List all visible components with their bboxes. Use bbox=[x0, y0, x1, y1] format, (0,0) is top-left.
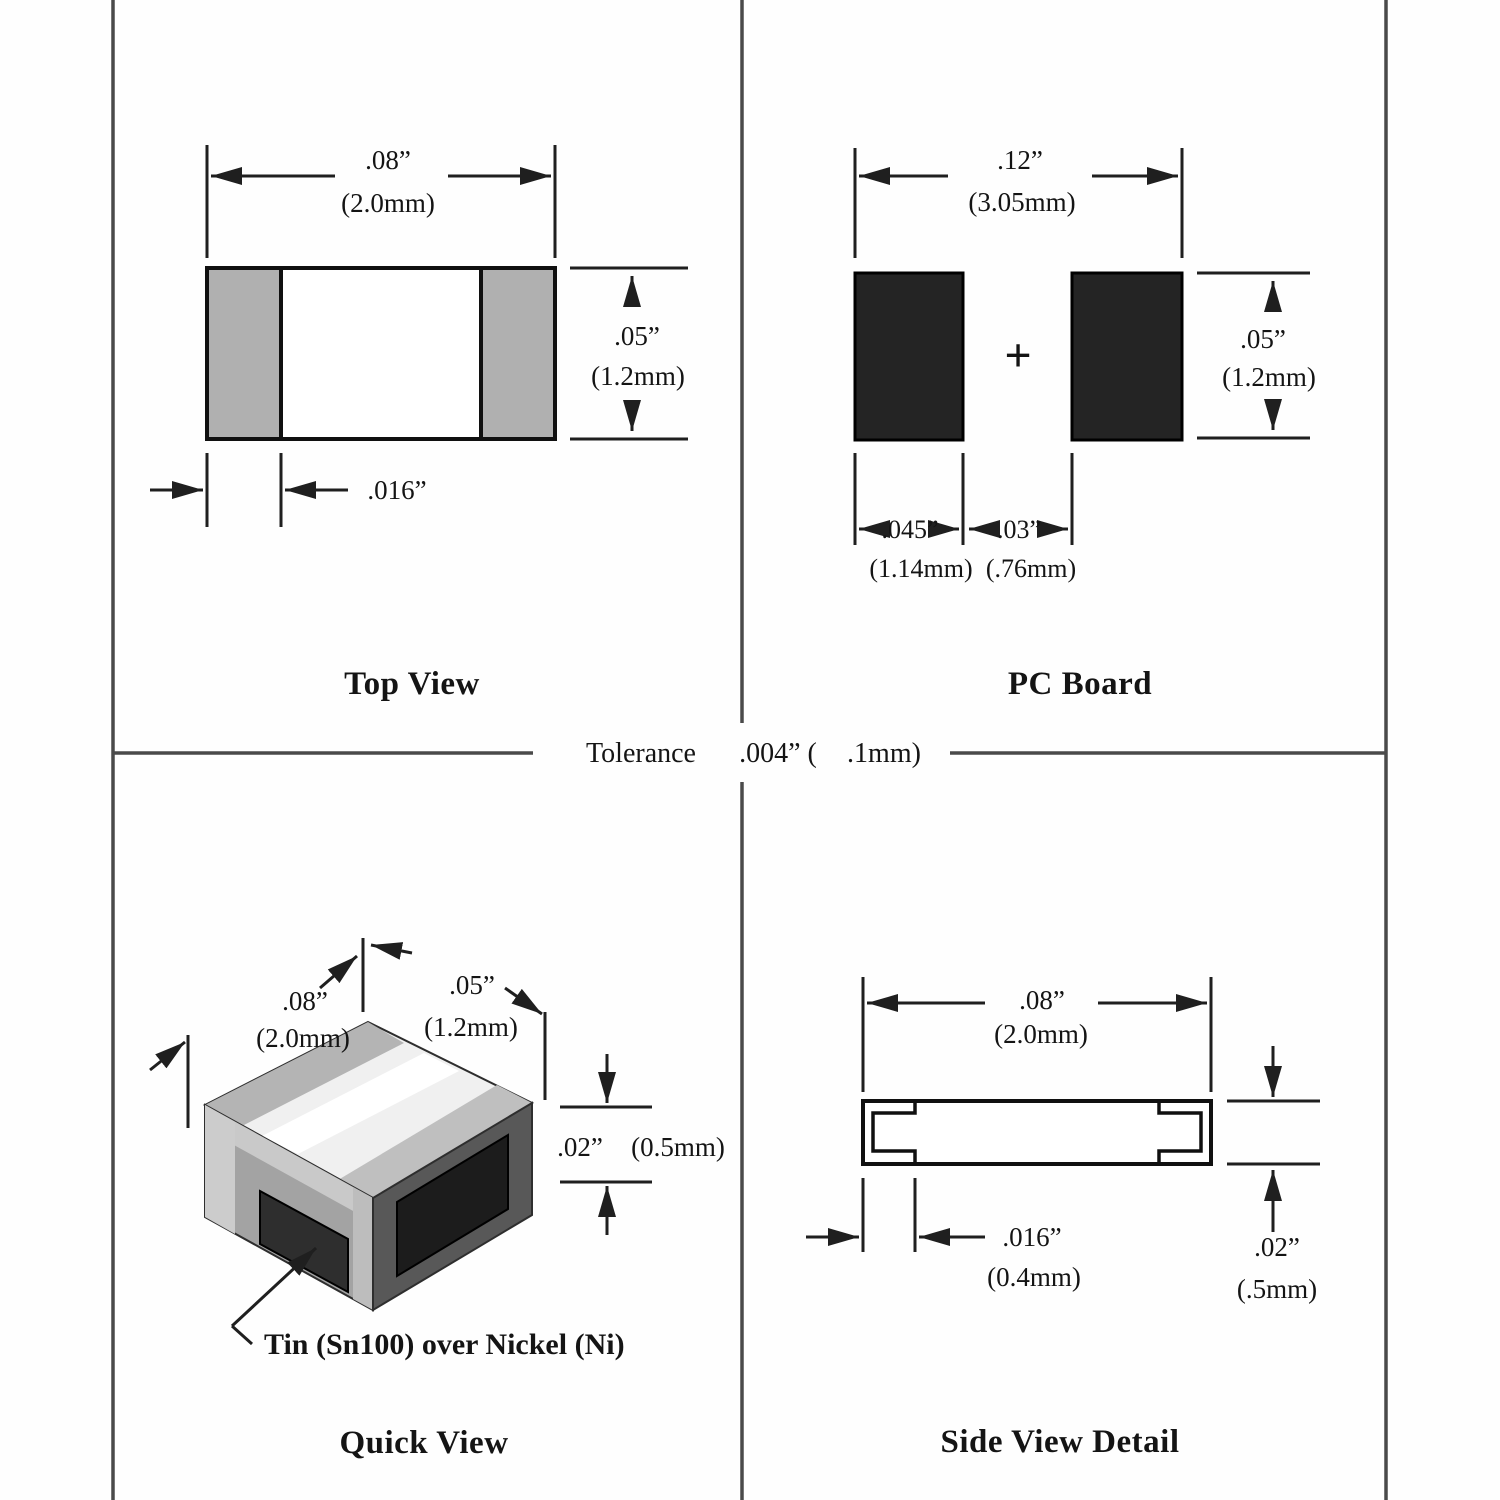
quick-width-arrow-top bbox=[371, 945, 412, 953]
side-view-title: Side View Detail bbox=[940, 1424, 1180, 1460]
pcb-width-inches: .12” bbox=[997, 145, 1043, 175]
side-terminal-extension-lines bbox=[863, 1178, 915, 1252]
quick-length-arrow bbox=[150, 1042, 185, 1070]
pcb-pad-mm: (1.14mm) bbox=[869, 554, 973, 583]
quick-length-inches: .08” bbox=[282, 986, 328, 1016]
top-view-title: Top View bbox=[344, 666, 480, 702]
quick-height-inches: .02” bbox=[557, 1132, 603, 1162]
quick-width-mm: (1.2mm) bbox=[424, 1012, 518, 1042]
quick-length-mm: (2.0mm) bbox=[256, 1023, 350, 1053]
quick-height-mm: (0.5mm) bbox=[631, 1132, 725, 1162]
chip-left-face-back-terminal-wrap bbox=[205, 1105, 235, 1234]
top-view-height-mm: (1.2mm) bbox=[591, 361, 685, 391]
chip-3d-illustration bbox=[205, 1022, 532, 1310]
pcb-gap-mm: (.76mm) bbox=[985, 554, 1077, 583]
chip-left-face-front-terminal-wrap bbox=[353, 1187, 373, 1310]
top-view-height-inches: .05” bbox=[614, 321, 660, 351]
side-height-reference-lines bbox=[1227, 1101, 1320, 1164]
tolerance-label: Tolerance bbox=[586, 738, 696, 769]
quick-width-arrow-left bbox=[320, 956, 357, 988]
side-height-inches: .02” bbox=[1254, 1232, 1300, 1262]
top-view-width-inches: .08” bbox=[365, 145, 411, 175]
quick-width-inches: .05” bbox=[449, 970, 495, 1000]
top-view-left-terminal bbox=[207, 268, 281, 439]
quick-view-quadrant bbox=[150, 938, 725, 1461]
side-width-mm: (2.0mm) bbox=[994, 1019, 1088, 1049]
quick-width-arrow-right bbox=[505, 988, 542, 1014]
side-terminal-mm: (0.4mm) bbox=[987, 1262, 1081, 1292]
pcb-pad-right bbox=[1072, 273, 1182, 440]
tolerance-mm-value: .1mm) bbox=[847, 738, 921, 769]
tolerance-inch-value: .004” ( bbox=[739, 738, 817, 769]
top-view-quadrant bbox=[150, 145, 688, 702]
pcb-gap-inches: .03” bbox=[996, 515, 1042, 544]
plating-leader-foot bbox=[232, 1326, 252, 1344]
top-view-terminal-inches: .016” bbox=[367, 475, 427, 505]
top-view-terminal-extension-lines bbox=[207, 453, 281, 527]
side-view-quadrant bbox=[806, 977, 1320, 1460]
pcb-height-mm: (1.2mm) bbox=[1222, 362, 1316, 392]
pcb-pad-left bbox=[855, 273, 963, 440]
pcb-pad-inches: .045” bbox=[881, 515, 939, 544]
side-height-mm: (.5mm) bbox=[1236, 1274, 1318, 1304]
pcb-center-cross-mark: + bbox=[1004, 329, 1032, 382]
top-view-width-mm: (2.0mm) bbox=[341, 188, 435, 218]
pc-board-title: PC Board bbox=[1007, 666, 1153, 702]
plating-leader-arrow bbox=[232, 1248, 316, 1326]
plating-note: Tin (Sn100) over Nickel (Ni) bbox=[264, 1328, 625, 1361]
side-width-inches: .08” bbox=[1019, 985, 1065, 1015]
pcb-width-mm: (3.05mm) bbox=[968, 187, 1076, 217]
pcb-height-inches: .05” bbox=[1240, 324, 1286, 354]
pc-board-quadrant bbox=[855, 145, 1316, 702]
pcb-height-extension-lines bbox=[1197, 273, 1310, 438]
quick-view-title: Quick View bbox=[339, 1425, 509, 1461]
top-view-right-terminal bbox=[481, 268, 555, 439]
side-terminal-inches: .016” bbox=[1002, 1222, 1062, 1252]
top-view-height-extension-lines bbox=[570, 268, 688, 439]
